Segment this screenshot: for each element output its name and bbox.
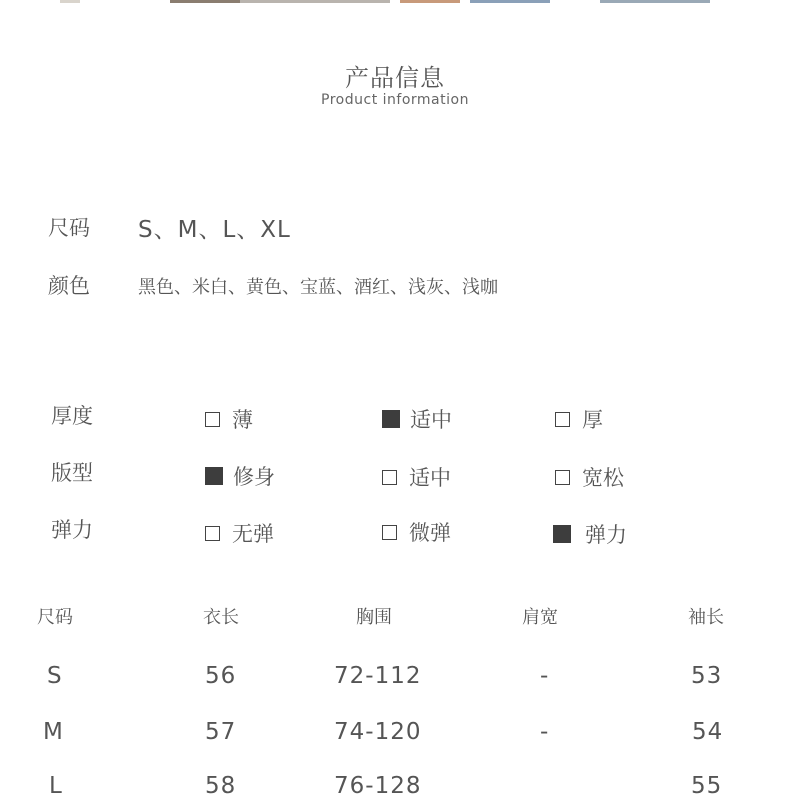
option-thick xyxy=(555,404,603,434)
option-no-stretch xyxy=(205,518,274,548)
attr-label: 弹力 xyxy=(51,518,93,542)
table-cell: M xyxy=(43,719,64,745)
attr-row-fit xyxy=(0,457,790,490)
checkbox-empty xyxy=(205,412,220,427)
option-medium xyxy=(382,404,452,434)
table-header-shoulder: 肩宽 xyxy=(522,607,558,628)
attr-label: 版型 xyxy=(51,461,93,485)
table-cell: 76-128 xyxy=(334,773,422,799)
table-cell: 57 xyxy=(205,719,237,745)
option-label: 无弹 xyxy=(232,522,274,546)
table-header-sleeve: 袖长 xyxy=(688,607,724,628)
section-title: 产品信息 xyxy=(345,64,445,92)
checkbox-empty xyxy=(382,470,397,485)
size-value: S、M、L、XL xyxy=(138,217,291,243)
color-label: 颜色 xyxy=(48,274,90,298)
option-slim xyxy=(205,461,275,491)
table-cell: 72-112 xyxy=(334,663,422,689)
option-label: 弹力 xyxy=(585,523,627,547)
option-label: 宽松 xyxy=(582,466,624,490)
attr-row-elasticity xyxy=(0,514,790,547)
table-cell: 58 xyxy=(205,773,237,799)
option-slight-stretch xyxy=(382,517,451,547)
table-cell: 55 xyxy=(691,773,723,799)
table-cell: L xyxy=(49,773,63,799)
table-cell: 53 xyxy=(691,663,723,689)
attr-row-thickness xyxy=(0,400,790,430)
checkbox-filled xyxy=(382,410,400,428)
checkbox-empty xyxy=(205,526,220,541)
checkbox-filled xyxy=(553,525,571,543)
option-label: 适中 xyxy=(409,466,451,490)
option-label: 适中 xyxy=(410,408,452,432)
table-cell: 54 xyxy=(692,719,724,745)
option-label: 修身 xyxy=(233,465,275,489)
table-cell: - xyxy=(540,663,550,689)
table-cell: 74-120 xyxy=(334,719,422,745)
checkbox-empty xyxy=(555,470,570,485)
table-cell: S xyxy=(47,663,63,689)
option-label: 微弹 xyxy=(409,521,451,545)
table-header-length: 衣长 xyxy=(203,607,239,628)
checkbox-filled xyxy=(205,467,223,485)
option-stretch xyxy=(553,519,627,549)
option-label: 薄 xyxy=(232,408,253,432)
checkbox-empty xyxy=(555,412,570,427)
option-loose xyxy=(555,462,624,492)
section-subtitle: Product information xyxy=(321,92,469,108)
attr-label: 厚度 xyxy=(51,404,93,428)
checkbox-empty xyxy=(382,525,397,540)
option-thin xyxy=(205,404,253,434)
color-value: 黑色、米白、黄色、宝蓝、酒红、浅灰、浅咖 xyxy=(138,277,498,298)
size-label: 尺码 xyxy=(48,216,90,240)
table-header-chest: 胸围 xyxy=(356,607,392,628)
table-cell: - xyxy=(540,719,550,745)
table-header-size: 尺码 xyxy=(37,607,73,628)
table-cell: 56 xyxy=(205,663,237,689)
option-regular xyxy=(382,462,451,492)
option-label: 厚 xyxy=(582,408,603,432)
top-photo-strip xyxy=(0,0,790,3)
